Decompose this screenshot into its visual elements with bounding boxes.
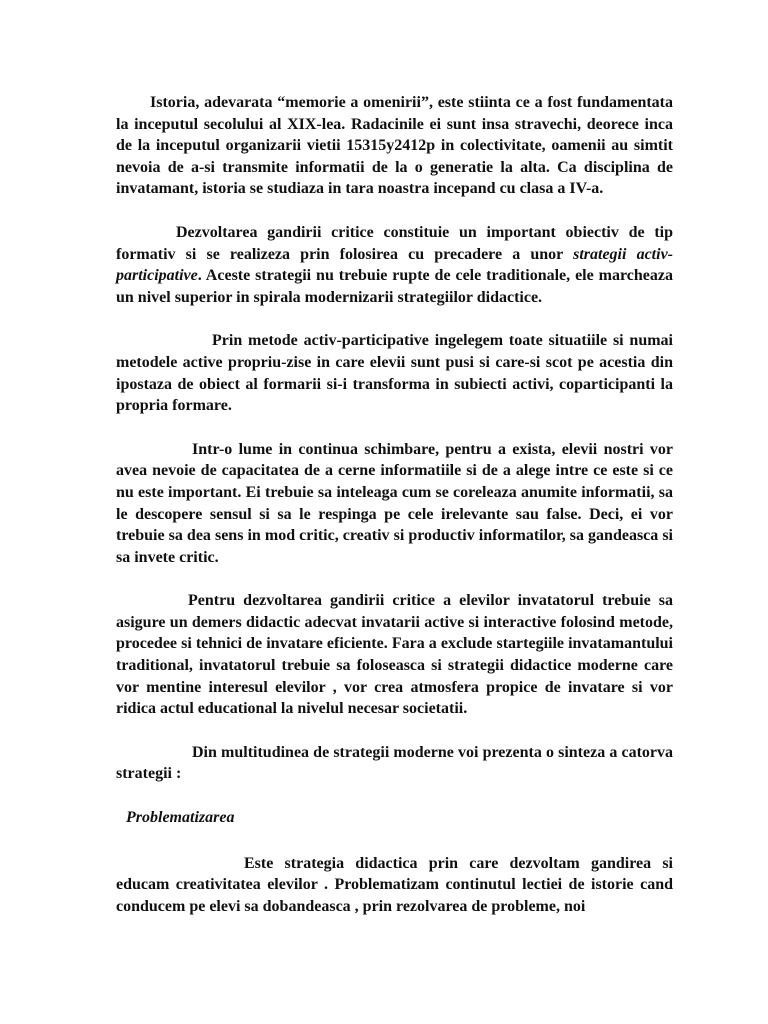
section-heading-problematizarea: Problematizarea — [126, 809, 235, 827]
paragraph-strategii-moderne: Din multitudinea de strategii moderne voi prezenta o sinteza a catorva strategii : — [116, 743, 673, 783]
paragraph-text: . Aceste strategii nu trebuie rupte de cele traditionale, ele marcheaza un nivel superior in spirala modernizarii strategiilor didactice. — [116, 267, 673, 306]
document-body — [116, 92, 673, 939]
paragraph-gandire-critica — [116, 222, 673, 308]
paragraph-istoria: Istoria, adevarata “memorie a omenirii”, este stiinta ce a fost fundamentata la inceputul secolului al XIX-lea. Radacinile ei sunt insa stravechi, deorece inca de la inceputul organizarii vietii 15315y2412p in colectivitate, oamenii au simtit nevoia de a-si transmite informatii de la o generatie la alta. Ca disciplina de invatamant, istoria se studiaza in tara noastra incepand cu clasa a IV-a. — [116, 94, 673, 198]
paragraph-text: Dezvoltarea gandirii critice constituie un important obiectiv de tip formativ si se realizeza prin folosirea cu precadere a unor — [116, 223, 673, 263]
paragraph-problematizarea: Este strategia didactica prin care dezvoltam gandirea si educam creativitatea elevilor . Problematizam continutul lectiei de istorie cand conducem pe elevi sa dobandeasca , prin rezolvarea de probleme, noi — [116, 854, 673, 915]
paragraph-metode-activ-participative: Prin metode activ-participative ingelegem toate situatiile si numai metodele active propriu-zise in care elevii sunt pusi si care-si scot pe acestia din ipostaza de obiect al formarii si-i transforma in subiecti activi, coparticipanti la propria formare. — [116, 332, 673, 415]
paragraph-rol-invatator: Pentru dezvoltarea gandirii critice a elevilor invatatorul trebuie sa asigure un demers didactic adecvat invatarii active si interactive folosind metode, procedee si tehnici de invatare eficiente. Fara a exclude startegiile invatamantului traditional, invatatorul trebuie sa foloseasca si strategii didactice moderne care vor mentine interesul elevilor , vor crea atmosfera propice de invatare si vor ridica actul educational la nivelul necesar societatii. — [116, 592, 673, 718]
emphasized-phrase: strategii activ-participative — [116, 245, 673, 285]
paragraph-lume-in-schimbare: Intr-o lume in continua schimbare, pentru a exista, elevii nostri vor avea nevoie de capacitatea de a cerne informatiile si de a alege intre ce este si ce nu este important. Ei trebuie sa inteleaga cum se coreleaza anumite informatii, sa le descopere sensul si sa le respinga pe cele irelevante sau false. Deci, ei vor trebuie sa dea sens in mod critic, creativ si productiv informatilor, sa gandeasca si sa invete critic. — [116, 440, 673, 566]
